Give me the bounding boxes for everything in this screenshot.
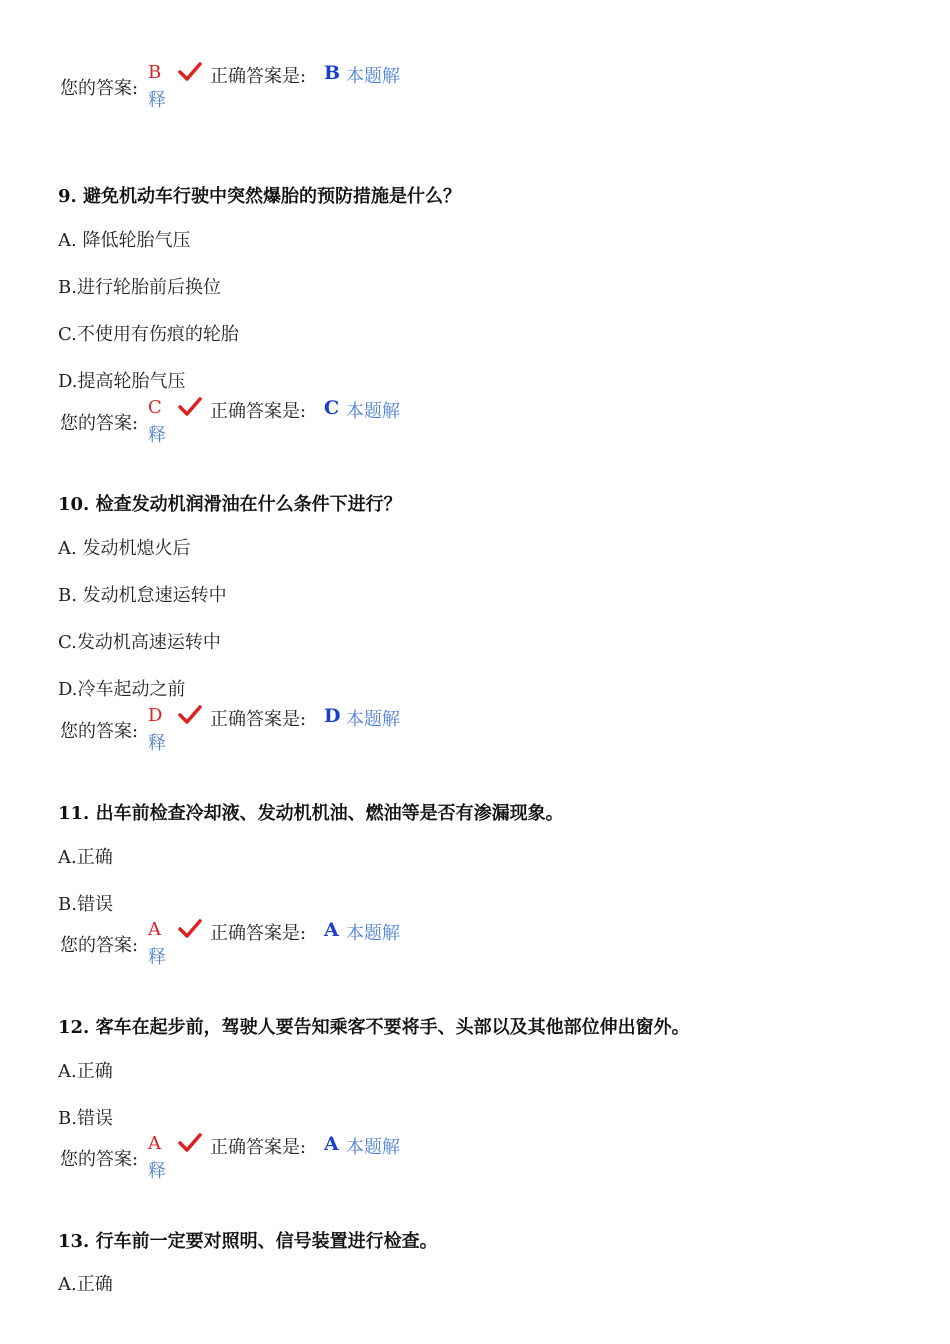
check-icon xyxy=(178,1133,202,1153)
question-title: 10. 检查发动机润滑油在什么条件下进行？ xyxy=(58,494,402,515)
explanation-link[interactable]: 本题解 xyxy=(346,1137,400,1158)
check-icon xyxy=(178,397,202,417)
option-a[interactable]: A.正确 xyxy=(58,847,113,868)
check-icon xyxy=(178,919,202,939)
question-title: 9. 避免机动车行驶中突然爆胎的预防措施是什么？ xyxy=(58,186,462,207)
correct-answer-value: A xyxy=(324,919,339,941)
your-answer-label: 您的答案: xyxy=(60,721,139,742)
correct-answer-label: 正确答案是: xyxy=(210,1137,307,1158)
answer-row xyxy=(60,705,480,761)
option-a[interactable]: A.正确 xyxy=(58,1061,113,1082)
explanation-link-continued[interactable]: 释 xyxy=(148,733,166,754)
correct-answer-value: D xyxy=(324,705,341,727)
your-answer-label: 您的答案: xyxy=(60,78,139,99)
explanation-link[interactable]: 本题解 xyxy=(346,923,400,944)
correct-answer-label: 正确答案是: xyxy=(210,401,307,422)
option-a[interactable]: A. 降低轮胎气压 xyxy=(58,230,191,251)
option-d[interactable]: D.冷车起动之前 xyxy=(58,679,186,700)
option-b[interactable]: B.错误 xyxy=(58,894,113,915)
your-answer-value: A xyxy=(148,1133,161,1154)
your-answer-label: 您的答案: xyxy=(60,413,139,434)
explanation-link-continued[interactable]: 释 xyxy=(148,425,166,446)
correct-answer-label: 正确答案是: xyxy=(210,709,307,730)
explanation-link[interactable]: 本题解 xyxy=(346,401,400,422)
check-icon xyxy=(178,705,202,725)
correct-answer-value: A xyxy=(324,1133,339,1155)
option-c[interactable]: C.不使用有伤痕的轮胎 xyxy=(58,324,239,345)
correct-answer-value: C xyxy=(324,397,340,419)
option-b[interactable]: B.错误 xyxy=(58,1108,113,1129)
answer-row xyxy=(60,62,480,118)
option-a[interactable]: A.正确 xyxy=(58,1274,113,1295)
option-a[interactable]: A. 发动机熄火后 xyxy=(58,538,191,559)
your-answer-label: 您的答案: xyxy=(60,1149,139,1170)
correct-answer-label: 正确答案是: xyxy=(210,923,307,944)
explanation-link[interactable]: 本题解 xyxy=(346,709,400,730)
explanation-link-continued[interactable]: 释 xyxy=(148,1161,166,1182)
explanation-link-continued[interactable]: 释 xyxy=(148,90,166,111)
your-answer-label: 您的答案: xyxy=(60,935,139,956)
answer-row xyxy=(60,397,480,453)
answer-row xyxy=(60,919,480,975)
explanation-link[interactable]: 本题解 xyxy=(346,66,400,87)
answer-row xyxy=(60,1133,480,1189)
option-b[interactable]: B.进行轮胎前后换位 xyxy=(58,277,221,298)
question-title: 11. 出车前检查冷却液、发动机机油、燃油等是否有渗漏现象。 xyxy=(58,803,564,824)
question-title: 12. 客车在起步前，驾驶人要告知乘客不要将手、头部以及其他部位伸出窗外。 xyxy=(58,1017,690,1038)
your-answer-value: B xyxy=(148,62,162,83)
question-title: 13. 行车前一定要对照明、信号装置进行检查。 xyxy=(58,1231,438,1252)
option-d[interactable]: D.提高轮胎气压 xyxy=(58,371,186,392)
correct-answer-label: 正确答案是: xyxy=(210,66,307,87)
option-c[interactable]: C.发动机高速运转中 xyxy=(58,632,221,653)
correct-answer-value: B xyxy=(324,62,341,84)
check-icon xyxy=(178,62,202,82)
explanation-link-continued[interactable]: 释 xyxy=(148,947,166,968)
your-answer-value: C xyxy=(148,397,162,418)
your-answer-value: A xyxy=(148,919,161,940)
your-answer-value: D xyxy=(148,705,163,726)
option-b[interactable]: B. 发动机怠速运转中 xyxy=(58,585,227,606)
